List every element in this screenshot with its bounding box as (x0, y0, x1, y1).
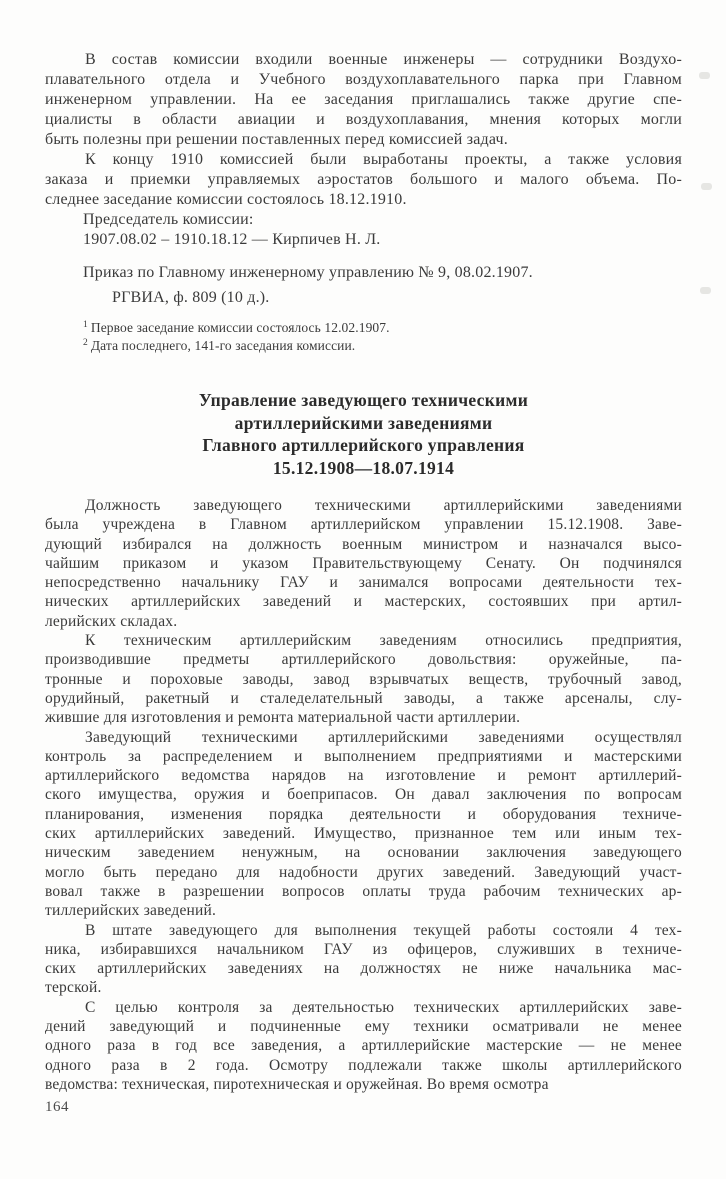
text-line: Должность заведующего техническими артиллерийскими заведениями (85, 497, 682, 514)
text-line: контроль за распределением и выполнением предприятиями и мастерскими (45, 747, 682, 765)
text-line: вовал также в разрешении вопросов оплаты труда рабочим технических ар- (45, 882, 682, 900)
text-line: ских артиллерийских заведениях на должностях не ниже начальника мас- (45, 960, 682, 978)
text-line: ских артиллерийских заведений. Имущество, признанное тем или иным тех- (45, 825, 682, 843)
article-body (45, 496, 682, 1094)
text-line: В состав комиссии входили военные инженеры — сотрудники Воздухо- (85, 51, 682, 68)
paragraph (45, 150, 682, 210)
chairman-term: 1907.08.02 – 1910.18.12 — Кирпичев Н. Л. (83, 231, 381, 248)
text-line: ведомства: техническая, пиротехническая и оружейная. Во время осмотра (45, 1075, 549, 1093)
footnote (83, 319, 682, 337)
text-line: дений заведующий и подчиненные ему техники осматривали не менее (45, 1018, 682, 1036)
text-line: К концу 1910 комиссией были выработаны проекты, а также условия (85, 151, 682, 168)
text-line: ского имущества, оружия и боеприпасов. Он давал заключения по вопросам (45, 786, 682, 804)
text-line: нических артиллерийских заведений и мастерских, состоявших при артил- (45, 593, 682, 611)
paragraph (45, 998, 682, 1094)
footnote-text: Первое заседание комиссии состоялось 12.02.1907. (90, 320, 390, 335)
scan-artifact (701, 183, 712, 190)
footnote-marker: 1 (83, 319, 88, 330)
text-line: заказа и приемки управляемых аэростатов большого и малого объема. По- (45, 171, 682, 188)
text-line: инженерном управлении. На ее заседания приглашались также другие спе- (45, 91, 682, 108)
text-line: ническим заведением ненужным, на основании заключения заведующего (45, 844, 682, 862)
text-line: орудийный, ракетный и сталеделательный заводы, а также арсеналы, слу- (45, 689, 682, 707)
text-line: Управление заведующего техническими (198, 390, 529, 410)
paragraph (45, 631, 682, 727)
paragraph (45, 496, 682, 631)
footnote-marker: 2 (83, 337, 88, 348)
text-line: непосредственно начальнику ГАУ и занимался вопросами деятельности тех- (45, 574, 682, 592)
footnotes (45, 319, 682, 355)
previous-article-tail (45, 50, 682, 355)
text-line: 15.12.1908—18.07.1914 (272, 457, 455, 478)
order-reference: Приказ по Главному инженерному управлению № 9, 08.02.1907. (83, 264, 533, 281)
page-number: 164 (45, 1099, 69, 1115)
paragraph (45, 728, 682, 921)
footnote-text: Дата последнего, 141-го заседания комиссии. (90, 338, 356, 353)
text-line: дующий избирался на должность военным министром и назначался высо- (45, 535, 682, 553)
text-line: чайшим приказом и указом Правительствующему Сенату. Он подчинялся (45, 554, 682, 572)
text-line: тиллерийских заведений. (45, 902, 217, 920)
text-line: одного раза в 2 года. Осмотру подлежали также школы артиллерийского (45, 1056, 682, 1074)
text-line: была учреждена в Главном артиллерийском управлении 15.12.1908. Заве- (45, 516, 682, 534)
text-line: артиллерийскими заведениями (234, 412, 493, 433)
scan-artifact (700, 287, 711, 294)
text-line: лерийских складах. (45, 612, 178, 630)
text-line: Заведующий техническими артиллерийскими заведениями осуществлял (85, 728, 682, 746)
paragraph (45, 921, 682, 998)
text-line: К техническим артиллерийским заведениям относились предприятия, (85, 632, 682, 650)
text-line: тронные и пороховые заводы, завод взрывчатых веществ, трубочный завод, (45, 670, 682, 688)
scan-artifact (699, 72, 710, 79)
archive-reference: РГВИА, ф. 809 (10 д.). (112, 289, 270, 306)
text-line: следнее заседание комиссии состоялось 18.12.1910. (45, 191, 407, 208)
text-line: артиллерийского ведомства нарядов на изготовление и ремонт артиллерий- (45, 767, 682, 785)
text-line: одного раза в год все заведения, а артиллерийские мастерские — не менее (45, 1037, 682, 1055)
text-line: циалисты в области авиации и воздухоплавания, мнения которых могли (45, 111, 682, 128)
text-line: быть полезны при решении поставленных перед комиссией задач. (45, 131, 508, 148)
text-line: производившие предметы артиллерийского довольствия: оружейные, па- (45, 651, 682, 669)
footnote (83, 337, 682, 355)
text-line: Главного артиллерийского управления (202, 435, 525, 455)
paragraph (45, 50, 682, 150)
text-line: жившие для изготовления и ремонта материальной части артиллерии. (45, 709, 521, 727)
text-line: плавательного отдела и Учебного воздухоплавательного парка при Главном (45, 71, 682, 88)
page-content (45, 0, 682, 1094)
article-title (45, 389, 682, 479)
text-line: планирования, изменения порядка деятельности и оборудования техниче- (45, 805, 682, 823)
text-line: В штате заведующего для выполнения текущей работы состояли 4 тех- (85, 921, 682, 939)
chairman-label: Председатель комиссии: (83, 211, 254, 228)
text-line: терской. (45, 979, 102, 997)
text-line: могло быть передано для надобности других заведений. Заведующий участ- (45, 863, 682, 881)
text-line: С целью контроля за деятельностью технических артиллерийских заве- (85, 998, 682, 1016)
text-line: ника, избиравшихся начальником ГАУ из офицеров, служивших в техниче- (45, 940, 682, 958)
